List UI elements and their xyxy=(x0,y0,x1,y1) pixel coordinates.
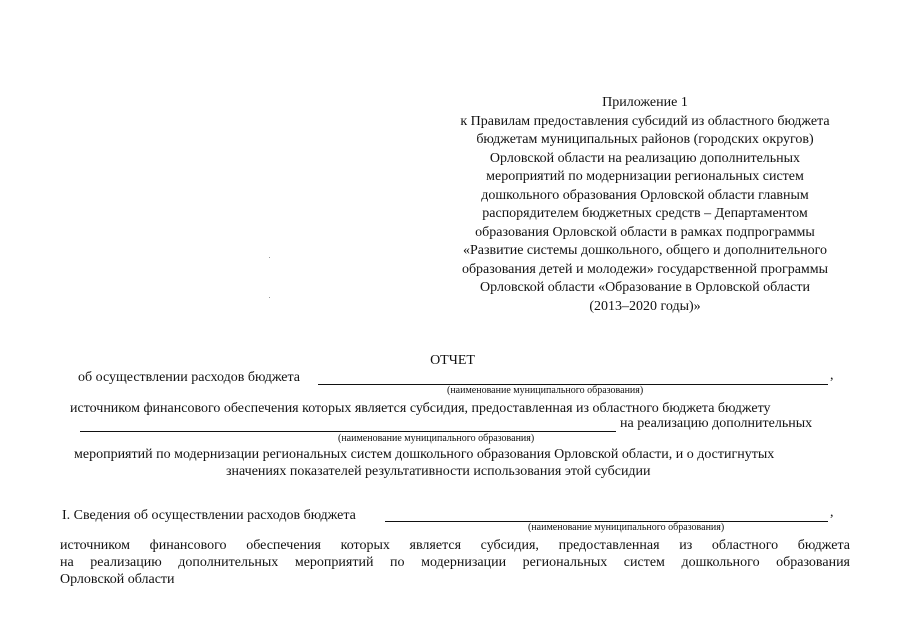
scan-speck xyxy=(269,257,270,258)
report-line3-suffix: на реализацию дополнительных xyxy=(620,416,813,431)
appendix-block xyxy=(430,94,860,316)
appendix-line: образования Орловской области в рамках подпрограммы xyxy=(475,224,815,240)
report-line5: значениях показателей результативности использования этой субсидии xyxy=(226,464,651,479)
municipality-blank-line xyxy=(80,431,616,432)
report-line1-prefix: об осуществлении расходов бюджета xyxy=(78,370,301,385)
appendix-line: к Правилам предоставления субсидий из областного бюджета xyxy=(460,113,830,129)
appendix-line: Приложение 1 xyxy=(602,95,688,110)
section1-paragraph-line: источником финансового обеспечения которых является субсидия, предоставленная из областного бюджета xyxy=(60,538,850,553)
comma: , xyxy=(830,368,834,383)
section1-paragraph-line: на реализацию дополнительных мероприятий по модернизации региональных систем дошкольного образования xyxy=(60,555,850,570)
section1-paragraph-line: Орловской области xyxy=(60,572,175,587)
report-line4: мероприятий по модернизации региональных систем дошкольного образования Орловской области, и о достигнутых xyxy=(74,447,775,462)
appendix-line: (2013–2020 годы)» xyxy=(589,298,701,314)
appendix-line: «Развитие системы дошкольного, общего и дополнительного xyxy=(462,243,828,258)
appendix-line: образования детей и молодежи» государственной программы xyxy=(461,261,829,277)
hint-municipality: (наименование муниципального образования) xyxy=(447,385,644,396)
appendix-line: распорядителем бюджетных средств – Департаментом xyxy=(482,206,808,221)
report-title: ОТЧЕТ xyxy=(430,353,475,368)
section1-heading: I. Сведения об осуществлении расходов бюджета xyxy=(62,508,356,523)
appendix-line: Орловской области на реализацию дополнительных xyxy=(489,150,801,166)
appendix-line: мероприятий по модернизации региональных систем xyxy=(486,169,804,184)
scan-speck xyxy=(269,297,270,298)
appendix-line: бюджетам муниципальных районов (городских округов) xyxy=(476,132,814,147)
hint-municipality: (наименование муниципального образования) xyxy=(338,433,535,444)
appendix-line: дошкольного образования Орловской области главным xyxy=(481,187,809,203)
hint-municipality: (наименование муниципального образования) xyxy=(528,522,725,533)
appendix-line: Орловской области «Образование в Орловской области xyxy=(480,280,810,295)
report-line2: источником финансового обеспечения которых является субсидия, предоставленная из областного бюджета бюджету xyxy=(70,401,771,416)
comma: , xyxy=(830,505,834,520)
